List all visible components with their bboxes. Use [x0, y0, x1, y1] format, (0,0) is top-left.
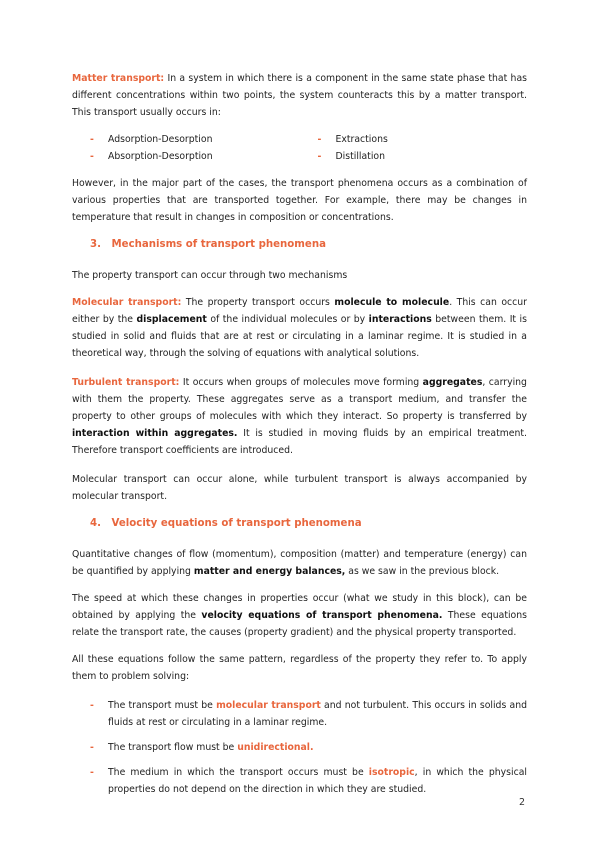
turbulent-transport-paragraph: Turbulent transport: It occurs when groups of molecules move forming aggregates, carrying with them the property. These aggregates serve as a transport medium, and transfer the property to other groups of molecules with which they interact. So property is transferred by interaction within aggregates. It is studied in moving fluids by an empirical treatment. Therefore transport coefficients are introduced.	[72, 377, 527, 456]
matter-transport-paragraph: Matter transport: In a system in which there is a component in the same state phase that has different concentrations within two points, the system counteracts this by a matter transport. This transport usually occurs in:	[72, 73, 527, 118]
mechanisms-intro: The property transport can occur through two mechanisms	[72, 270, 348, 281]
pattern-paragraph: All these equations follow the same pattern, regardless of the property they refer to. To apply them to problem solving:	[72, 654, 527, 682]
list-item: - Distillation	[317, 151, 385, 162]
condition-item-molecular: - The transport must be molecular transport and not turbulent. This occurs in solids and fluids at rest or circulating in a laminar regime.	[90, 700, 527, 728]
list-item: - Extractions	[317, 134, 388, 145]
list-column-right	[300, 131, 528, 165]
conditions-list	[72, 697, 527, 798]
section-heading-velocity: 4. Velocity equations of transport phenomena	[90, 518, 362, 529]
condition-item-isotropic: - The medium in which the transport occurs must be isotropic, in which the physical properties do not depend on the direction in which they are studied.	[90, 767, 527, 795]
condition-item-unidirectional: - The transport flow must be unidirectional.	[90, 742, 314, 753]
molecular-transport-paragraph: Molecular transport: The property transport occurs molecule to molecule. This can occur either by the displacement of the individual molecules or by interactions between them. It is studied in solid and fluids that are at rest or circulating in a laminar regime. It is studied in a theoretical way, through the solving of equations with analytical solutions.	[72, 297, 527, 359]
page-content	[72, 70, 527, 806]
combination-paragraph: However, in the major part of the cases, the transport phenomena occurs as a combination of various properties that are transported together. For example, there may be changes in temperature that result in changes in composition or concentrations.	[72, 178, 527, 223]
section-heading-mechanisms: 3. Mechanisms of transport phenomena	[90, 239, 326, 250]
list-item: - Adsorption-Desorption	[90, 134, 213, 145]
matter-transport-label: Matter transport:	[72, 73, 165, 84]
speed-paragraph: The speed at which these changes in properties occur (what we study in this block), can be obtained by applying the velocity equations of transport phenomena. These equations relate the transport rate, the causes (property gradient) and the physical property transported.	[72, 593, 527, 638]
list-item: - Absorption-Desorption	[90, 151, 213, 162]
page-number: 2	[519, 797, 526, 808]
molecular-alone-paragraph: Molecular transport can occur alone, while turbulent transport is always accompanied by molecular transport.	[72, 474, 527, 502]
list-column-left	[72, 131, 300, 165]
matter-transport-list	[72, 131, 527, 165]
quantitative-changes-paragraph: Quantitative changes of flow (momentum), composition (matter) and temperature (energy) can be quantified by applying matter and energy balances, as we saw in the previous block.	[72, 549, 527, 577]
